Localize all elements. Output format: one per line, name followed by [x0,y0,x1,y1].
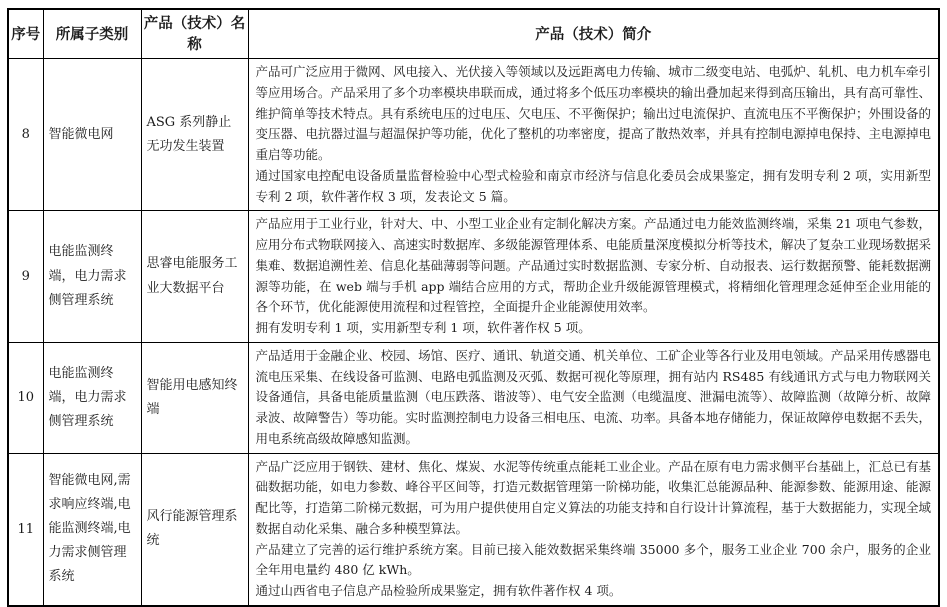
intro-paragraph: 产品可广泛应用于微网、风电接入、光伏接入等领域以及远距离电力传输、城市二级变电站、电弧炉、轧机、电力机车牵引等应用场合。产品采用了多个功率模块串联而成，通过将多个低压功率模块的输出叠加起来得到高压输出，具有高可靠性、维护简单等技术特点。具有系统电压的过电压、欠电压、不平衡保护；输出过电流保护、直流电压不平衡保护；外围设备的变压器、电抗器过温与超温保护等功能，优化了整机的功率密度，提高了散热效率，并具有控制电源掉电保持、主电源掉电重启等功能。 [255,64,931,163]
table-row [8,342,939,453]
cell-product-intro [248,211,939,343]
intro-paragraph: 产品建立了完善的运行维护系统方案。目前已接入能效数据采集终端 35000 多个，服务工业企业 700 余户，服务的企业全年用电量约 480 亿 kWh。 [255,541,931,578]
table-row [8,59,939,211]
intro-paragraph: 产品应用于工业行业，针对大、中、小型工业企业有定制化解决方案。产品通过电力能效监测终端，采集 21 项电气参数，应用分布式物联网接入、高速实时数据库、多级能源管理体系、电能质量深度模拟分析等技术，解决了复杂工业现场数据采集难、数据追溯性差、信息化基础薄弱等问题。产品通过实时数据监测、专家分析、自动报表、运行数据预警、能耗数据溯源等功能，在 web 端与手机 app 端结合应用的方式，帮助企业升级能源管理模式，将精细化管理理念延伸至企业用能的各个环节，优化能源使用流程和过程管控，全面提升企业能源使用效率。 [255,216,931,315]
header-serial-number: 序号 [8,9,43,59]
header-product-intro: 产品（技术）简介 [248,9,939,59]
cell-product-intro [248,59,939,211]
header-row [8,9,939,59]
intro-paragraph: 拥有发明专利 1 项，实用新型专利 1 项，软件著作权 5 项。 [255,320,591,336]
table-body [8,59,939,606]
cell-subcategory: 智能微电网,需求响应终端,电能监测终端,电力需求侧管理系统 [43,453,141,606]
table-row [8,211,939,343]
cell-product-intro [248,342,939,453]
cell-product-name: ASG 系列静止无功发生装置 [141,59,248,211]
cell-serial-number: 8 [8,59,43,211]
cell-product-name: 智能用电感知终端 [141,342,248,453]
intro-paragraph: 通过国家电控配电设备质量监督检验中心型式检验和南京市经济与信息化委员会成果鉴定，拥有发明专利 2 项，实用新型专利 2 项，软件著作权 3 项，发表论文 5 篇。 [255,167,931,204]
intro-paragraph: 产品适用于金融企业、校园、场馆、医疗、通讯、轨道交通、机关单位、工矿企业等各行业及用电领域。产品采用传感器电流电压采集、在线设备可监测、电路电弧监测及灭弧、数据可视化等原理，拥有站内 RS485 有线通讯方式与电力物联网关设备通信，具备电能质量监测（电压跌落、谐波等）、电气安全监测（电缆温度、泄漏电流等）、故障监测（故障分析、故障录波、故障警告）等功能。实时监测控制电力设备三相电压、电流、功率。具备本地存储能力，保证故障停电数据不丢失，用电系统高级故障感知监测。 [255,347,931,446]
cell-product-name: 思睿电能服务工业大数据平台 [141,211,248,343]
cell-serial-number: 11 [8,453,43,606]
cell-subcategory: 电能监测终端，电力需求侧管理系统 [43,211,141,343]
cell-product-name: 风行能源管理系统 [141,453,248,606]
cell-serial-number: 10 [8,342,43,453]
intro-paragraph: 通过山西省电子信息产品检验所成果鉴定，拥有软件著作权 4 项。 [255,583,622,599]
intro-paragraph: 产品广泛应用于钢铁、建材、焦化、煤炭、水泥等传统重点能耗工业企业。产品在原有电力需求侧平台基础上，汇总已有基础数据功能，如电力参数、峰谷平区间等，打造元数据管理第一阶梯功能，收集汇总能源品种、能源参数、能源用途、能源配比等，打造第二阶梯元数据，可为用户提供使用自定义算法的功能支持和自行设计计算流程，基于大数据能力，实现全域数据自动化采集、融合多种模型算法。 [255,458,931,536]
table-row [8,453,939,606]
cell-product-intro [248,453,939,606]
cell-subcategory: 智能微电网 [43,59,141,211]
cell-subcategory: 电能监测终端，电力需求侧管理系统 [43,342,141,453]
cell-serial-number: 9 [8,211,43,343]
table-header [8,9,939,59]
header-subcategory: 所属子类别 [43,9,141,59]
product-table [7,8,940,607]
header-product-name: 产品（技术）名称 [141,9,248,59]
